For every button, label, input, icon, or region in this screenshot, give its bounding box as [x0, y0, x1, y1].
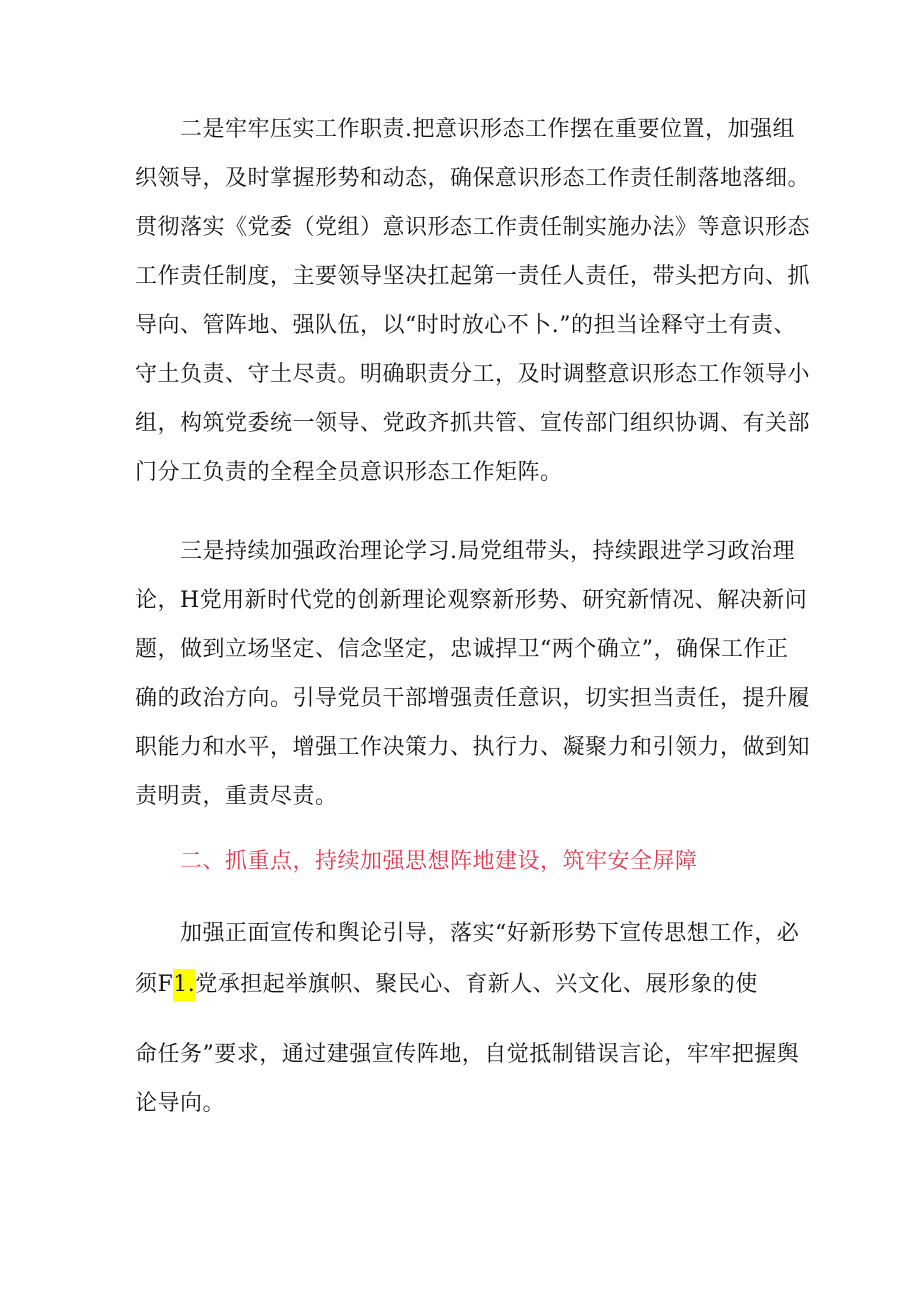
paragraph-1-line-7: 组，构筑党委统一领导、党政齐抓共管、宣传部门组织协调、有关部	[135, 411, 811, 436]
paragraph-1-line-3: 贯彻落实《党委（党组）意识形态工作责任制实施办法》等意识形态	[135, 215, 811, 240]
section-heading: 二、抓重点，持续加强思想阵地建设，筑牢安全屏障	[180, 849, 698, 874]
paragraph-2-line-1: 三是持续加强政治理论学习.局党组带头，持续跟进学习政治理	[180, 539, 795, 564]
paragraph-3-line-3: 命任务”要求，通过建强宣传阵地，自觉抵制错误言论，牢牢把握舆	[135, 1042, 800, 1067]
paragraph-1-line-5: 导向、管阵地、强队伍，以“时时放心不卜.”的担当诠释守土有责、	[135, 313, 796, 338]
paragraph-2-line-5: 职能力和水平，增强工作决策力、执行力、凝聚力和引领力，做到知	[135, 735, 811, 760]
paragraph-3-line-1: 加强正面宣传和舆论引导，落实“好新形势下宣传思想工作，必	[180, 921, 800, 946]
paragraph-3-line-2-end: 党承担起举旗帜、聚民心、育新人、兴文化、展形象的使	[195, 972, 758, 997]
paragraph-1-line-8: 门分工负责的全程全员意识形态工作矩阵。	[135, 460, 563, 485]
paragraph-2-line-3: 题，做到立场坚定、信念坚定，忠诚捍卫“两个确立”，确保工作正	[135, 637, 789, 662]
paragraph-1-line-1: 二是牢牢压实工作职责.把意识形态工作摆在重要位置，加强组	[180, 117, 795, 142]
paragraph-1-line-4: 工作责任制度，主要领导坚决扛起第一责任人责任，带头把方向、抓	[135, 264, 811, 289]
paragraph-3-line-2	[135, 969, 758, 1001]
paragraph-3-line-2-start: 须F	[135, 972, 174, 997]
paragraph-2-line-2: 论，H党用新时代党的创新理论观察新形势、研究新情况、解决新问	[135, 588, 808, 613]
paragraph-2-line-6: 责明责，重责尽责。	[135, 784, 338, 809]
paragraph-2-line-4: 确的政治方向。引导党员干部增强责任意识，切实担当责任，提升履	[135, 686, 811, 711]
paragraph-1-line-6: 守土负责、守土尽责。明确职责分工，及时调整意识形态工作领导小	[135, 362, 811, 387]
highlighted-text: 1.	[173, 969, 195, 1001]
paragraph-3-line-4: 论导向。	[135, 1091, 226, 1116]
paragraph-1-line-2: 织领导，及时掌握形势和动态，确保意识形态工作责任制落地落细。	[135, 166, 811, 191]
